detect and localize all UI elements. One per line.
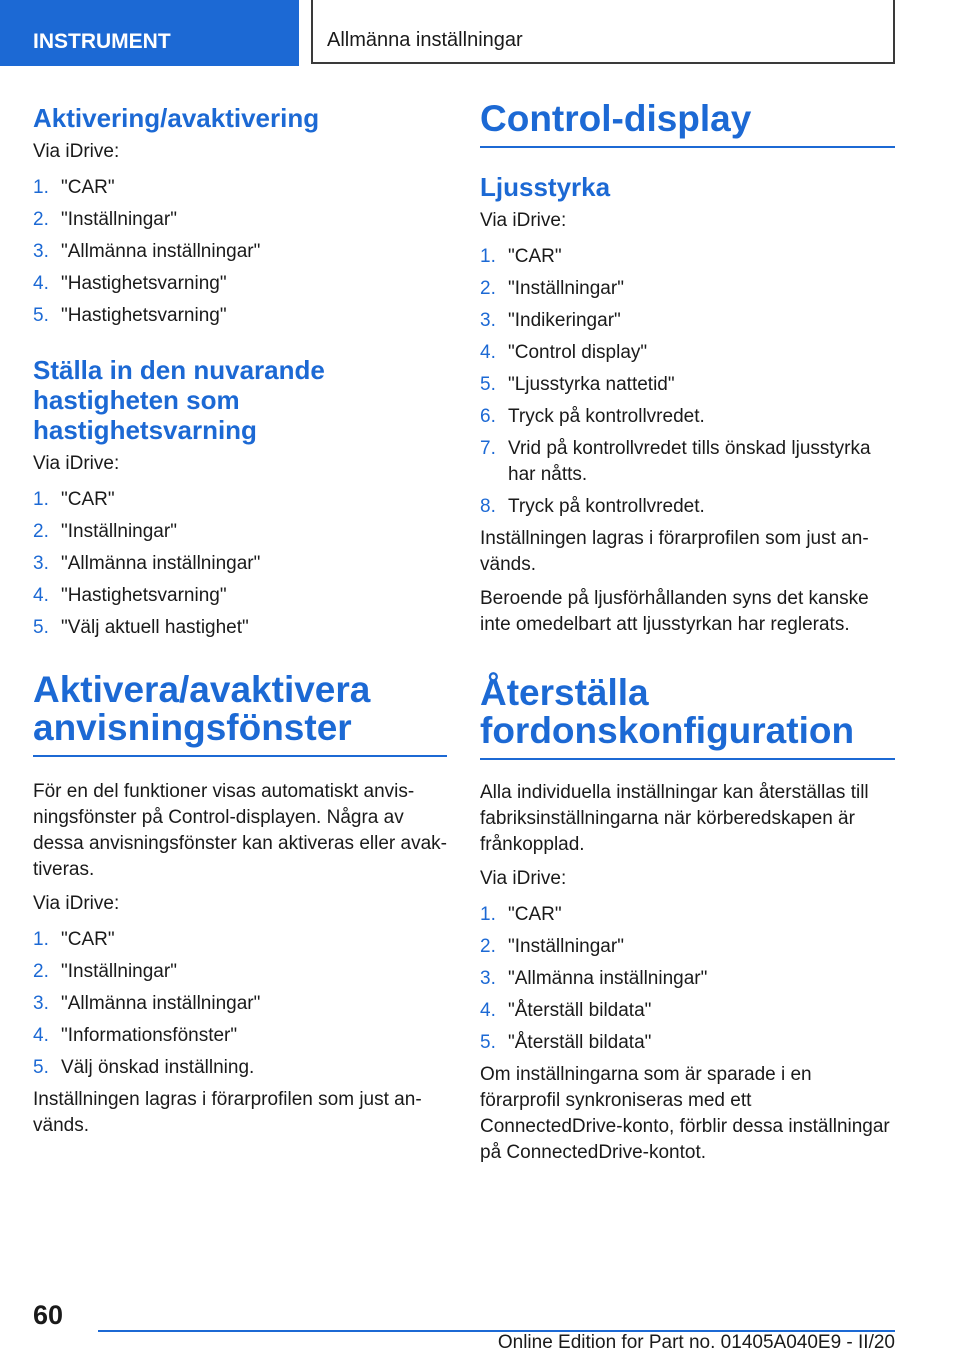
subheading-ljusstyrka: Ljusstyrka xyxy=(480,172,611,202)
list-item: 3. "Allmänna inställningar" xyxy=(480,968,708,989)
note-text: Om inställningarna som är sparade i en förarprofil synkroniseras med ett ConnectedDrive-konto, förblir dessa inställningar på ConnectedDrive-kontot. xyxy=(480,1064,890,1163)
right-column xyxy=(480,100,895,1166)
note-text: Beroende på ljusförhållanden syns det kanske inte omedelbart att ljusstyrkan har reglerats. xyxy=(480,588,869,635)
note-text: Inställningen lagras i förarprofilen som just används. xyxy=(480,528,869,575)
page-header xyxy=(0,0,960,66)
list-item: 3. "Indikeringar" xyxy=(480,310,621,331)
list-item: 1. "CAR" xyxy=(480,904,562,925)
steps-list xyxy=(480,902,895,1056)
via-idrive: Via iDrive: xyxy=(33,453,120,474)
heading-stalla-in: Ställa in den nuvarande hastigheten som hastighetsvarning xyxy=(33,355,325,445)
list-item: 5. "Ljusstyrka nattetid" xyxy=(480,374,675,395)
heading-control-display: Control-display xyxy=(480,100,895,148)
heading-anvisningsfonster: Aktivera/avaktivera anvisningsfönster xyxy=(33,671,447,757)
section-title: Allmänna inställningar xyxy=(311,0,895,64)
via-idrive: Via iDrive: xyxy=(33,893,120,914)
steps-list xyxy=(33,927,447,1081)
list-item: 2. "Inställningar" xyxy=(480,936,624,957)
page-number: 60 xyxy=(33,1300,64,1330)
list-item: 2. "Inställningar" xyxy=(480,278,624,299)
list-item: 2. "Inställningar" xyxy=(33,521,177,542)
note-text: Inställningen lagras i förarprofilen som just används. xyxy=(33,1089,422,1136)
chapter-tab: INSTRUMENT xyxy=(0,0,299,66)
via-idrive: Via iDrive: xyxy=(480,210,567,231)
list-item: 5. "Återställ bildata" xyxy=(480,1032,652,1053)
list-item: 6. Tryck på kontrollvredet. xyxy=(480,406,705,427)
list-item: 8. Tryck på kontrollvredet. xyxy=(480,496,705,517)
steps-list xyxy=(33,175,447,329)
list-item: 4. "Control display" xyxy=(480,342,648,363)
list-item: 4. "Informationsfönster" xyxy=(33,1025,238,1046)
list-item: 4. "Hastighetsvarning" xyxy=(33,585,227,606)
list-item: 3. "Allmänna inställningar" xyxy=(33,241,261,262)
list-item: 3. "Allmänna inställningar" xyxy=(33,553,261,574)
list-item: 4. "Återställ bildata" xyxy=(480,1000,652,1021)
list-item: 3. "Allmänna inställningar" xyxy=(33,993,261,1014)
list-item: 5. "Hastighetsvarning" xyxy=(33,305,227,326)
steps-list xyxy=(480,244,895,520)
via-idrive: Via iDrive: xyxy=(480,868,567,889)
left-column xyxy=(33,100,447,1139)
edition-text: Online Edition for Part no. 01405A040E9 - II/20 xyxy=(497,1332,895,1353)
list-item: 5. Välj önskad inställning. xyxy=(33,1057,255,1078)
list-item: 7. Vrid på kontrollvredet tills önskad ljusstyrka har nåtts. xyxy=(480,438,871,485)
list-item: 4. "Hastighetsvarning" xyxy=(33,273,227,294)
intro-text: Alla individuella inställningar kan återställas till fabriksinställningarna när körberedskapen är frånkopplad. xyxy=(480,782,869,855)
list-item: 5. "Välj aktuell hastighet" xyxy=(33,617,249,638)
intro-text: För en del funktioner visas automatiskt anvisningsfönster på Control-displayen. Några av dessa anvisningsfönster kan aktiveras eller avaktiveras. xyxy=(33,781,447,880)
steps-list xyxy=(33,487,447,641)
list-item: 1. "CAR" xyxy=(480,246,562,267)
list-item: 2. "Inställningar" xyxy=(33,961,177,982)
list-item: 1. "CAR" xyxy=(33,489,115,510)
heading-aterstalla: Återställa fordonskonfiguration xyxy=(480,674,895,760)
list-item: 1. "CAR" xyxy=(33,929,115,950)
list-item: 1. "CAR" xyxy=(33,177,115,198)
list-item: 2. "Inställningar" xyxy=(33,209,177,230)
via-idrive: Via iDrive: xyxy=(33,141,120,162)
heading-aktivering: Aktivering/avaktivering xyxy=(33,103,320,133)
